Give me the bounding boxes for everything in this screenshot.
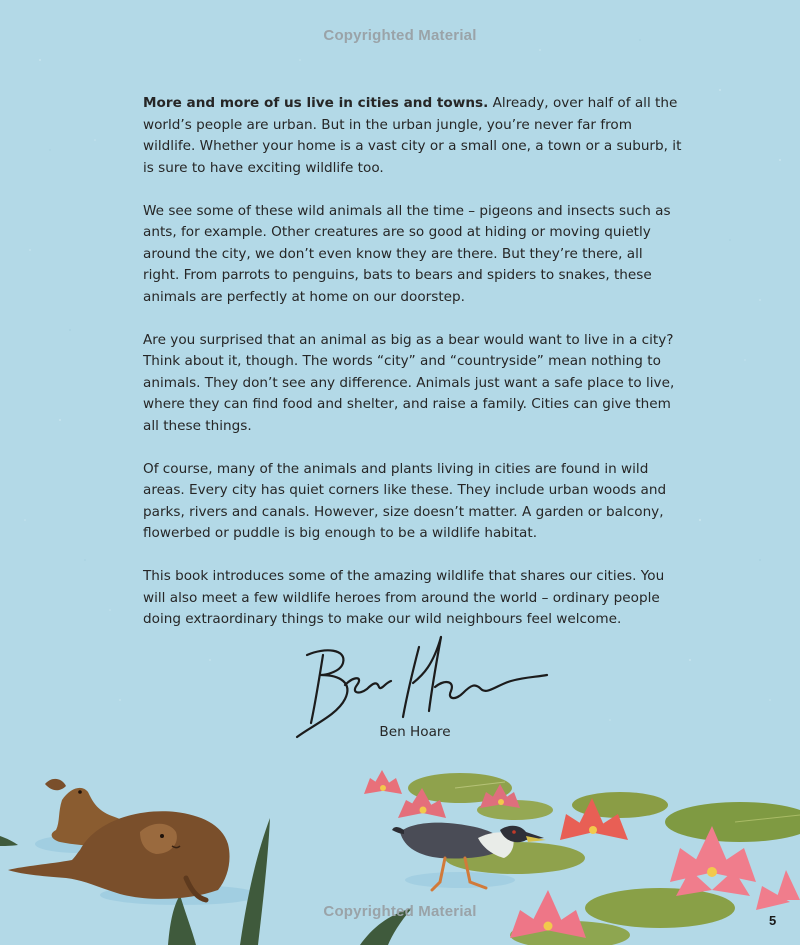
water-ripple: [405, 872, 515, 888]
otter-icon: [8, 811, 230, 900]
paragraph-1: [143, 93, 683, 179]
author-name: Ben Hoare: [379, 724, 451, 740]
lead-sentence: More and more of us live in cities and towns.: [143, 95, 489, 111]
paragraph-3: Are you surprised that an animal as big as a bear would want to live in a city? Think about it, though. The words “city” and “countryside” mean nothing to animals. They don’t see any difference. Animals just want a safe place to live, where they can find food and shelter, and raise a family. Cities can give them all these things.: [143, 331, 675, 434]
paragraph-1-rest: Already, over half of all the world’s people are urban. But in the urban jungle, you’re never far from wildlife. Whether your home is a vast city or a small one, a town or a suburb, it is sure to have exciting wildlife too.: [143, 95, 682, 176]
copyright-watermark-top: Copyrighted Material: [323, 27, 477, 44]
intro-text: [143, 93, 683, 652]
copyright-watermark-bottom: Copyrighted Material: [323, 903, 477, 920]
page-number: 5: [769, 913, 777, 928]
paragraph-5: This book introduces some of the amazing wildlife that shares our cities. You will also meet a few wildlife heroes from around the world – ordinary people doing extraordinary things to make our wild neighbours feel welcome.: [143, 568, 665, 627]
paragraph-2: We see some of these wild animals all the time – pigeons and insects such as ants, for example. Other creatures are so good at hiding or moving quietly around the city, we don’t even know they are there. But they’re there, all right. From parrots to penguins, bats to bears and spiders to snakes, these animals are perfectly at home on our doorstep.: [143, 202, 671, 305]
paragraph-4: Of course, many of the animals and plants living in cities are found in wild areas. Every city has quiet corners like these. They include urban woods and parks, rivers and canals. However, size doesn’t matter. A garden or balcony, flowerbed or puddle is big enough to be a wildlife habitat.: [143, 460, 667, 541]
